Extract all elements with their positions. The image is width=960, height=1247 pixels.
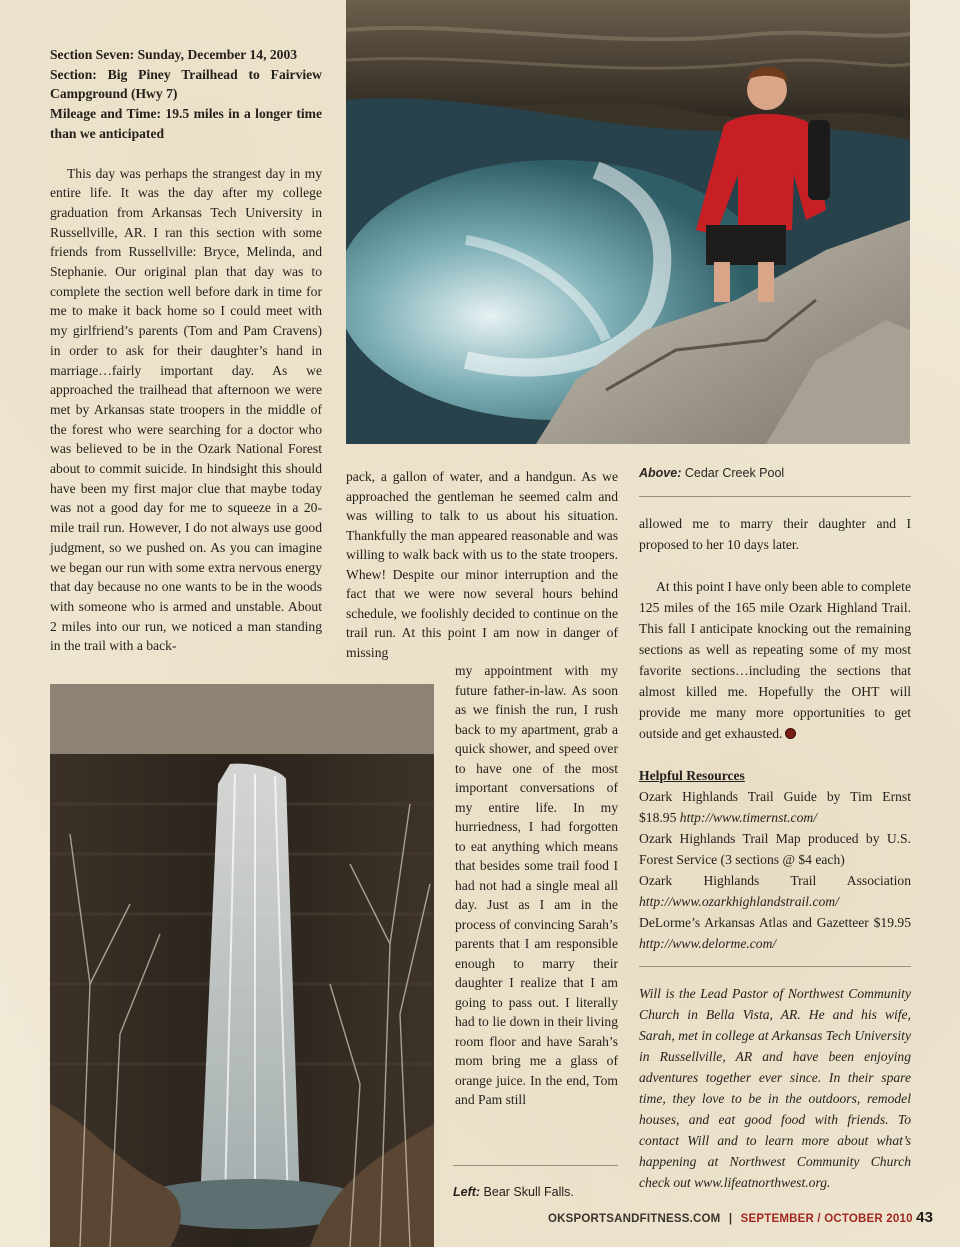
caption-text: Bear Skull Falls. — [480, 1185, 574, 1199]
resources-heading: Helpful Resources — [639, 768, 745, 783]
divider — [639, 496, 911, 497]
footer-issue: SEPTEMBER / OCTOBER 2010 — [740, 1213, 913, 1225]
section-header — [50, 45, 322, 144]
resource-link[interactable]: http://www.delorme.com/ — [639, 936, 777, 951]
article-body-col3-p1: allowed me to marry their daughter and I proposed to her 10 days later. — [639, 516, 911, 552]
article-body-col1: This day was perhaps the strangest day in my entire life. It was the day after my college graduation from Arkansas Tech University in Russellville, AR. I ran this section with some friends from Russellville: Bryce, Melinda, and Stephanie. Our original plan that day was to complete the section well before dark in time for me to make it back home so I could meet with my girlfriend’s parents (Tom and Pam Cravens) in order to ask for their daughter’s hand in marriage…fairly important day. As we approached the trailhead that afternoon we were met by Arkansas state troopers in the middle of the forest who were searching for a doctor who was believed to be in the Ozark National Forest about to commit suicide. In hindsight this should have been my first major clue that maybe today was not a good day for me to squeeze in a 20-mile trail run. However, I do not always use good judgment, so we pushed on. As you can imagine we began our run with some extra nervous energy that day because no one wants to be in the woods with someone who is armed and unstable. About 2 miles into our run, we noticed a man standing in the trail with a back- — [50, 165, 322, 654]
resource-item — [639, 912, 911, 954]
author-bio: Will is the Lead Pastor of Northwest Community Church in Bella Vista, AR. He and his wife, Sarah, met in college at Arkansas Tech University in Russellville, AR and have been enjoying adventures together ever since. In their spare time, they love to be in the outdoors, remodel houses, and eat good food with friends. To contact Will and to learn more about what’s happening at Northwest Community Church check out www.lifeatnorthwest.org. — [639, 986, 911, 1190]
resource-text: Ozark Highlands Trail Guide by Tim Ernst $18.95 — [639, 789, 911, 825]
photo-caption-above — [639, 466, 911, 480]
resource-item — [639, 786, 911, 828]
page-number: 43 — [916, 1209, 934, 1226]
section-date: Section Seven: Sunday, December 14, 2003 — [50, 47, 298, 62]
caption-text: Cedar Creek Pool — [681, 466, 785, 480]
resource-item — [639, 828, 911, 870]
photo-caption-left-wrap — [453, 1165, 618, 1199]
section-route: Section: Big Piney Trailhead to Fairview Campground (Hwy 7) — [50, 66, 322, 102]
resource-text: DeLorme’s Arkansas Atlas and Gazetteer $19.95 — [639, 915, 911, 930]
column-one — [50, 45, 322, 656]
divider — [453, 1165, 618, 1166]
column-three — [639, 466, 911, 1193]
divider — [639, 966, 911, 967]
end-mark-icon — [785, 728, 796, 739]
resource-link[interactable]: http://www.ozarkhighlandstrail.com/ — [639, 894, 839, 909]
resource-text: Ozark Highlands Trail Map produced by U.S. Forest Service (3 sections @ $4 each) — [639, 831, 911, 867]
article-body-col3-p2-text: At this point I have only been able to complete 125 miles of the 165 mile Ozark Highland Trail. This fall I anticipate knocking out the remaining sections as well as repeating some of my most favorite sections…including the sections that almost killed me. Hopefully the OHT will provide me many more opportunities to get outside and get exhausted. — [639, 579, 911, 741]
caption-label: Above: — [639, 466, 682, 480]
article-body-col3-p2 — [639, 576, 911, 744]
bear-skull-falls-photo — [50, 684, 434, 1247]
page-footer — [548, 1209, 934, 1226]
section-mileage: Mileage and Time: 19.5 miles in a longer time than we anticipated — [50, 106, 322, 141]
resource-item — [639, 870, 911, 912]
resource-text: Ozark Highlands Trail Association — [639, 873, 911, 888]
footer-separator: | — [728, 1213, 733, 1225]
photo-caption-left — [453, 1185, 618, 1199]
cedar-creek-pool-photo — [346, 0, 910, 444]
footer-site[interactable]: OKSPORTSANDFITNESS.COM — [548, 1213, 721, 1225]
column-two-top — [346, 467, 618, 662]
article-body-col2-bottom: my appointment with my future father-in-law. As soon as we finish the run, I rush back to my apartment, grab a quick shower, and speed over to have one of the most important conversations of my entire life. In my hurriedness, I had forgotten to eat anything which means that besides some trail food I had not had a single meal all day. Just as I am in the process of convincing Sarah’s parents that I am responsible enough to marry their daughter I realize that I am going to pass out. I literally had to lie down in their living room floor and have Sarah’s mom bring me a glass of orange juice. In the end, Tom and Pam still — [455, 663, 618, 1107]
resource-link[interactable]: http://www.timernst.com/ — [679, 810, 817, 825]
article-body-col2-top: pack, a gallon of water, and a handgun. As we approached the gentleman he seemed calm and was willing to talk to us about his situation. Thankfully the man appeared reasonable and was willing to walk back with us to the state troopers. Whew! Despite our minor interruption and the fact that we were now several hours behind schedule, we foolishly decided to continue on the trail run. At this point I am now in danger of missing — [346, 469, 618, 660]
caption-label: Left: — [453, 1185, 481, 1199]
column-two-bottom — [455, 661, 618, 1110]
